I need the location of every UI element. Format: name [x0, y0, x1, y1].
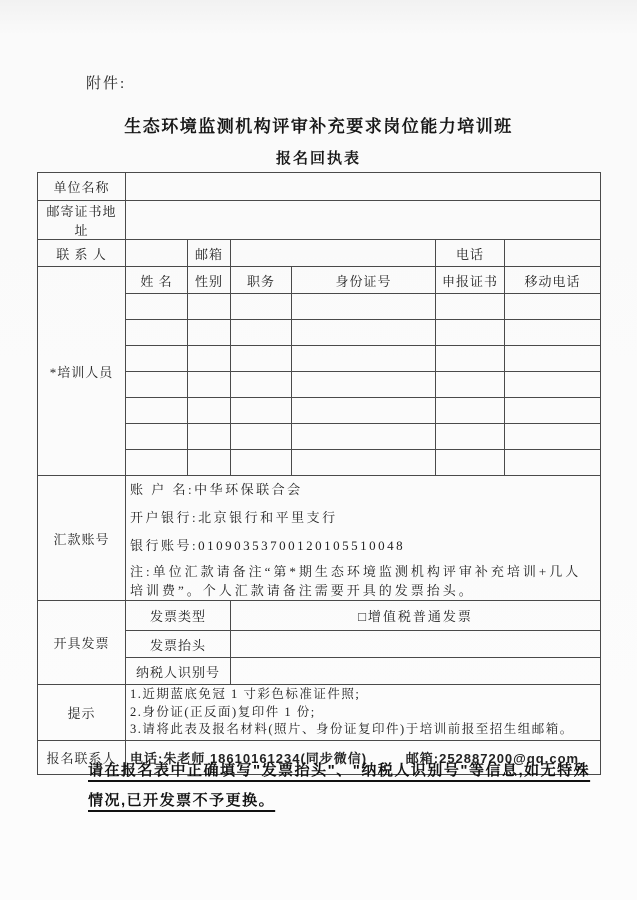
- trainee-empty-cell: [292, 372, 436, 398]
- tips-content-cell: [126, 685, 601, 741]
- trainee-empty-cell: [188, 294, 231, 320]
- trainee-empty-cell: [231, 294, 292, 320]
- trainee-col-mobile: 移动电话: [505, 267, 601, 294]
- tip-item-1: 1.近期蓝底免冠 1 寸彩色标准证件照;: [130, 687, 361, 702]
- unit-name-label: 单位名称: [38, 173, 126, 201]
- trainee-empty-cell: [436, 424, 505, 450]
- trainee-col-id-number: 身份证号: [292, 267, 436, 294]
- trainee-empty-cell: [188, 372, 231, 398]
- remittance-row: [38, 476, 601, 601]
- trainee-empty-cell: [188, 424, 231, 450]
- trainee-empty-cell: [126, 372, 188, 398]
- trainee-empty-cell: [292, 294, 436, 320]
- trainees-label: *培训人员: [38, 267, 126, 476]
- trainee-empty-cell: [231, 424, 292, 450]
- document-title: 生态环境监测机构评审补充要求岗位能力培训班: [124, 117, 513, 136]
- trainee-empty-cell: [436, 346, 505, 372]
- trainee-empty-cell: [188, 346, 231, 372]
- trainee-col-certificate: 申报证书: [436, 267, 505, 294]
- trainee-empty-cell: [505, 294, 601, 320]
- trainee-empty-cell: [188, 398, 231, 424]
- remittance-bank: 开户银行:北京银行和平里支行: [130, 510, 338, 525]
- signup-contact-label: 报名联系人: [38, 741, 126, 775]
- trainee-col-name: 姓 名: [126, 267, 188, 294]
- trainee-empty-cell: [436, 398, 505, 424]
- invoice-type-label: 发票类型: [126, 601, 231, 631]
- trainee-empty-cell: [231, 398, 292, 424]
- trainee-empty-cell: [126, 424, 188, 450]
- trainee-empty-cell: [292, 450, 436, 476]
- trainee-empty-cell: [436, 320, 505, 346]
- invoice-title-label: 发票抬头: [126, 631, 231, 658]
- remittance-account-number: 银行账号:01090353700120105510048: [130, 538, 406, 553]
- attachment-label: 附件:: [86, 76, 127, 92]
- tip-item-3: 3.请将此表及报名材料(照片、身份证复印件)于培训前报至招生组邮箱。: [130, 722, 574, 737]
- remittance-note: 注:单位汇款请备注“第*期生态环境监测机构评审补充培训+几人培训费”。个人汇款请备注需要开具的发票抬头。: [130, 564, 582, 598]
- contact-phone-cell: [505, 240, 601, 267]
- invoice-title-value-cell: [231, 631, 601, 658]
- trainee-empty-cell: [436, 294, 505, 320]
- tip-item-2: 2.身份证(正反面)复印件 1 份;: [130, 704, 316, 719]
- signup-contact-email: 邮箱:252887200@qq.com: [405, 751, 580, 766]
- footer-note: 请在报名表中正确填写"发票抬头"、"纳税人识别号"等信息,如无特殊情况,已开发票不予更换。: [88, 762, 591, 809]
- invoice-type-row: [38, 601, 601, 631]
- trainee-empty-cell: [292, 398, 436, 424]
- trainee-empty-cell: [292, 320, 436, 346]
- taxpayer-id-label: 纳税人识别号: [126, 658, 231, 685]
- mail-address-value-cell: [126, 201, 601, 240]
- trainee-empty-cell: [188, 450, 231, 476]
- trainee-empty-cell: [188, 320, 231, 346]
- trainee-empty-cell: [505, 424, 601, 450]
- tips-label: 提示: [38, 685, 126, 741]
- tips-row: [38, 685, 601, 741]
- trainee-empty-cell: [231, 450, 292, 476]
- taxpayer-id-value-cell: [231, 658, 601, 685]
- trainee-empty-cell: [505, 398, 601, 424]
- remittance-content-cell: [126, 476, 601, 601]
- contact-label: 联 系 人: [38, 240, 126, 267]
- trainee-empty-cell: [126, 450, 188, 476]
- trainee-col-gender: 性别: [188, 267, 231, 294]
- trainee-empty-cell: [126, 398, 188, 424]
- remittance-label: 汇款账号: [38, 476, 126, 601]
- invoice-type-value: □增值税普通发票: [231, 601, 601, 631]
- contact-phone-label: 电话: [436, 240, 505, 267]
- trainee-empty-cell: [231, 320, 292, 346]
- mail-address-label: 邮寄证书地址: [38, 201, 126, 240]
- trainee-empty-cell: [505, 320, 601, 346]
- remittance-account-name: 账 户 名:中华环保联合会: [130, 482, 303, 497]
- trainee-empty-cell: [126, 320, 188, 346]
- trainee-empty-cell: [505, 346, 601, 372]
- trainee-empty-cell: [126, 294, 188, 320]
- trainee-empty-cell: [505, 372, 601, 398]
- trainee-empty-cell: [231, 372, 292, 398]
- document-subtitle: 报名回执表: [275, 150, 361, 167]
- registration-form-table: [37, 172, 601, 775]
- contact-email-cell: [231, 240, 436, 267]
- trainee-empty-cell: [436, 372, 505, 398]
- contact-email-label: 邮箱: [188, 240, 231, 267]
- trainee-col-position: 职务: [231, 267, 292, 294]
- invoice-label: 开具发票: [38, 601, 126, 685]
- trainee-empty-cell: [292, 346, 436, 372]
- contact-name-cell: [126, 240, 188, 267]
- unit-name-row: [38, 173, 601, 201]
- trainee-empty-cell: [436, 450, 505, 476]
- signup-contact-phone: 电话:朱老师 18610161234(同步微信): [130, 751, 368, 766]
- trainee-header-row: [38, 267, 601, 294]
- trainee-empty-cell: [126, 346, 188, 372]
- trainee-empty-cell: [292, 424, 436, 450]
- trainee-empty-cell: [231, 346, 292, 372]
- mail-address-row: [38, 201, 601, 240]
- unit-name-value-cell: [126, 173, 601, 201]
- contact-row: [38, 240, 601, 267]
- trainee-empty-cell: [505, 450, 601, 476]
